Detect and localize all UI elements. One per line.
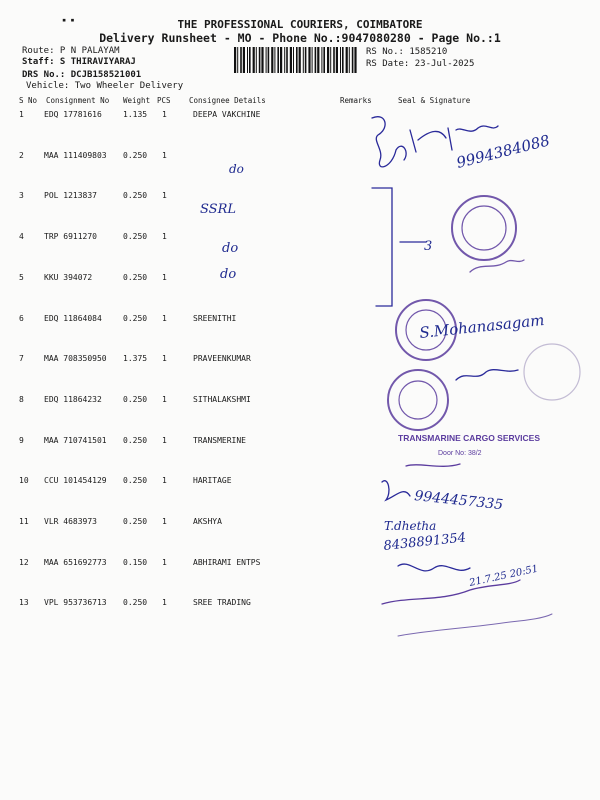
drs-label: DRS No.: DCJB158521001 [22, 70, 142, 80]
signature-row6: S.Mohanasagam [418, 310, 546, 342]
bracket-rows-2-5 [372, 188, 392, 306]
row-pcs: 1 [162, 272, 167, 282]
row-sno: 8 [19, 394, 24, 404]
row-weight: 0.250 [123, 517, 148, 526]
rs-number: RS No.: 1585210 [366, 47, 448, 57]
route-label: Route: P N PALAYAM [22, 46, 120, 56]
row-consignee: SITHALAKSHMI [193, 394, 251, 404]
row-sno: 10 [19, 476, 29, 486]
row-weight: 0.250 [123, 394, 148, 404]
phone-row1: 9994384088 [454, 131, 552, 172]
row-pcs: 1 [162, 191, 167, 201]
name-row11: T.dhetha [384, 519, 437, 533]
row-pcs: 1 [162, 476, 167, 486]
row-pcs: 1 [162, 517, 167, 526]
col-consignee: Consignee Details [189, 96, 266, 105]
row-sno: 6 [19, 313, 24, 323]
row-sno: 5 [19, 272, 24, 282]
row-consignment-number: MAA 651692773 [44, 557, 107, 567]
row-pcs: 1 [162, 150, 167, 160]
row-pcs: 1 [162, 598, 167, 608]
row-consignee: SREENITHI [193, 313, 237, 323]
row-weight: 0.250 [123, 191, 148, 201]
row-consignee: PRAVEENKUMAR [193, 354, 251, 364]
row-pcs: 1 [162, 232, 167, 242]
vehicle-label: Vehicle: Two Wheeler Delivery [26, 81, 184, 91]
phone-row10: 9944457335 [413, 488, 504, 514]
row-consignment-number: CCU 101454129 [44, 476, 107, 486]
row-consignment-number: TRP 6911270 [44, 232, 97, 242]
col-sno: S No [19, 96, 38, 105]
row-pcs: 1 [162, 110, 167, 119]
col-pcs: PCS [157, 96, 171, 105]
row-sno: 11 [19, 517, 29, 526]
signature-row1 [372, 117, 406, 167]
row-weight: 1.375 [123, 354, 148, 364]
row-sno: 3 [19, 191, 24, 201]
rs-date: RS Date: 23-Jul-2025 [366, 59, 475, 69]
row-sno: 2 [19, 150, 24, 160]
row-sno: 1 [19, 110, 24, 119]
row-sno: 12 [19, 557, 29, 567]
row-consignment-number: EDQ 17781616 [44, 110, 102, 119]
ditto-row2: do [229, 162, 244, 176]
company-title: THE PROFESSIONAL COURIERS, COIMBATORE [177, 18, 423, 31]
row-consignment-number: VLR 4683973 [44, 517, 97, 526]
row-consignee: AKSHYA [193, 517, 222, 526]
stamp-row9-door: Door No: 38/2 [438, 450, 482, 457]
col-remarks: Remarks [340, 96, 372, 105]
date-row12: 21.7.25 20:51 [468, 563, 540, 589]
col-weight: Weight [123, 96, 151, 105]
row-weight: 0.250 [123, 313, 148, 323]
row-pcs: 1 [162, 435, 167, 445]
row-weight: 0.250 [123, 232, 148, 242]
row-consignee: ABHIRAMI ENTPS [193, 557, 261, 567]
col-consignment: Consignment No [46, 96, 110, 105]
row-consignment-number: EDQ 11864084 [44, 313, 102, 323]
round-stamp-rows-3-5 [452, 196, 524, 272]
row-pcs: 1 [162, 354, 167, 364]
row-weight: 0.250 [123, 435, 148, 445]
row-weight: 0.150 [123, 557, 148, 567]
row-weight: 0.250 [123, 476, 148, 486]
row-sno: 13 [19, 598, 29, 608]
row-weight: 0.250 [123, 150, 148, 160]
row-weight: 1.135 [123, 110, 148, 119]
round-stamp-row8 [388, 344, 580, 430]
row-consignment-number: EDQ 11864232 [44, 394, 102, 404]
row-consignee: HARITAGE [193, 476, 232, 486]
col-seal-signature: Seal & Signature [398, 96, 471, 105]
row-consignment-number: POL 1213837 [44, 191, 97, 201]
row-consignment-number: MAA 708350950 [44, 354, 107, 364]
row-consignment-number: VPL 953736713 [44, 598, 107, 608]
row-sno: 7 [19, 354, 24, 364]
stamp-row9: TRANSMARINE CARGO SERVICES [398, 433, 540, 443]
note-row3: SSRL [200, 202, 237, 217]
runsheet-subtitle: Delivery Runsheet - MO - Phone No.:9047080280 - Page No.:1 [99, 31, 501, 45]
row-weight: 0.250 [123, 598, 148, 608]
row-sno: 4 [19, 232, 24, 242]
row-consignment-number: MAA 710741501 [44, 435, 107, 445]
row-consignment-number: MAA 111409803 [44, 150, 107, 160]
row-pcs: 1 [162, 394, 167, 404]
row-consignee: DEEPA VAKCHINE [193, 110, 261, 119]
header-marks: ▪ ▪ [62, 16, 75, 24]
row-weight: 0.250 [123, 272, 148, 282]
staff-label: Staff: S THIRAVIYARAJ [22, 57, 136, 67]
row-consignee: SREE TRADING [193, 598, 251, 608]
ditto-row4: do [222, 241, 239, 256]
ditto-row5: do [220, 267, 237, 282]
row-pcs: 1 [162, 557, 167, 567]
row-pcs: 1 [162, 313, 167, 323]
bracket-count: 3 [424, 239, 433, 254]
row-sno: 9 [19, 435, 24, 445]
row-consignee: TRANSMERINE [193, 435, 246, 445]
row-consignment-number: KKU 394072 [44, 272, 93, 282]
phone-row11: 8438891354 [382, 530, 467, 554]
